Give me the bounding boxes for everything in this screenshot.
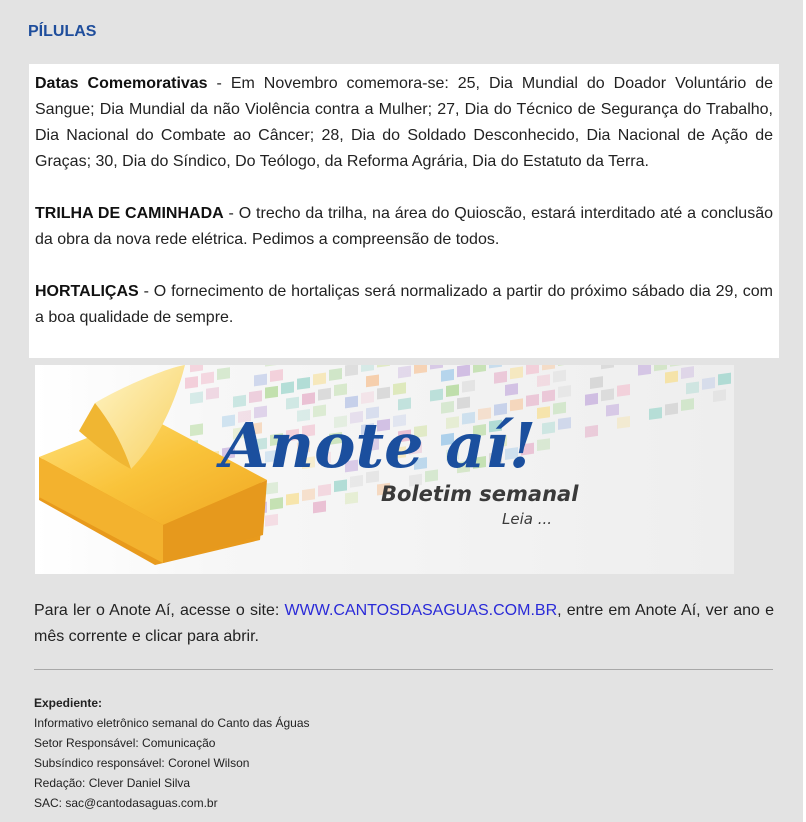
banner-title: Anote aí! xyxy=(221,409,537,482)
mosaic-tile xyxy=(526,394,539,407)
expediente-title: Expediente: xyxy=(34,696,103,710)
mosaic-tile xyxy=(265,514,278,527)
access-text-after: , entre em Anote Aí, ver ano e mês corrente e clicar para abrir. xyxy=(34,602,774,645)
note-text: - O fornecimento de hortaliças será normalizado a partir do próximo sábado dia 29, com a boa qualidade de sempre. xyxy=(35,283,773,326)
mosaic-tile xyxy=(606,404,619,417)
mosaic-tile xyxy=(361,391,374,404)
mosaic-tile xyxy=(313,373,326,386)
mosaic-tile xyxy=(441,369,454,382)
note-trilha-de-caminhada xyxy=(35,201,773,253)
mosaic-tile xyxy=(286,397,299,410)
mosaic-tile xyxy=(270,497,283,510)
mosaic-tile xyxy=(217,367,230,380)
mosaic-tile xyxy=(345,365,358,376)
note-text: - O trecho da trilha, na área do Quioscão, estará interditado até a conclusão da obra da nova rede elétrica. Pedimos a compreensão de todos. xyxy=(35,205,773,248)
expediente-line: Subsíndico responsável: Coronel Wilson xyxy=(34,756,250,770)
mosaic-tile xyxy=(585,393,598,406)
mosaic-tile xyxy=(377,387,390,400)
mosaic-tile xyxy=(537,406,550,419)
mosaic-tile xyxy=(185,376,198,389)
mosaic-tile xyxy=(313,501,326,514)
mosaic-tile xyxy=(393,382,406,395)
mosaic-tile xyxy=(462,380,475,393)
mosaic-tile xyxy=(366,374,379,387)
mosaic-tile xyxy=(681,398,694,411)
expediente-line: Informativo eletrônico semanal do Canto das Águas xyxy=(34,716,310,730)
mosaic-tile xyxy=(665,371,678,384)
note-heading: Datas Comemorativas xyxy=(35,75,208,92)
mosaic-tile xyxy=(206,387,219,400)
mosaic-tile xyxy=(398,366,411,379)
note-datas-comemorativas xyxy=(35,71,773,175)
anote-ai-banner xyxy=(35,365,734,574)
expediente-line: Setor Responsável: Comunicação xyxy=(34,736,216,750)
mosaic-tile xyxy=(553,370,566,383)
mosaic-tile xyxy=(681,366,694,379)
mosaic-tile xyxy=(457,396,470,409)
mosaic-tile xyxy=(329,368,342,381)
mosaic-tile xyxy=(446,384,459,397)
mosaic-tile xyxy=(553,402,566,415)
mosaic-tile xyxy=(537,374,550,387)
mosaic-tile xyxy=(302,488,315,501)
mosaic-tile xyxy=(510,366,523,379)
expediente-line: SAC: sac@cantodasaguas.com.br xyxy=(34,796,218,810)
section-title: PÍLULAS xyxy=(28,23,97,40)
mosaic-tile xyxy=(718,373,731,386)
mosaic-tile xyxy=(318,484,331,497)
access-instructions xyxy=(34,598,774,650)
mosaic-tile xyxy=(297,377,310,390)
mosaic-tile xyxy=(590,376,603,389)
mosaic-tile xyxy=(201,372,214,385)
mosaic-tile xyxy=(665,403,678,416)
mosaic-tile xyxy=(286,493,299,506)
expediente-block xyxy=(34,693,310,813)
mosaic-tile xyxy=(542,422,555,435)
mosaic-tile xyxy=(617,416,630,429)
mosaic-tile xyxy=(686,381,699,394)
mosaic-tile xyxy=(537,438,550,451)
divider xyxy=(34,669,773,670)
mosaic-tile xyxy=(334,383,347,396)
site-link[interactable]: WWW.CANTOSDASAGUAS.COM.BR xyxy=(284,602,558,619)
mosaic-tile xyxy=(702,377,715,390)
expediente-line: Redação: Clever Daniel Silva xyxy=(34,776,191,790)
mosaic-tile xyxy=(190,391,203,404)
mosaic-tile xyxy=(265,482,278,495)
note-text: - Em Novembro comemora-se: 25, Dia Mundial do Doador Voluntário de Sangue; Dia Mundial da não Violência contra a Mulher; 27, Dia do Técnico de Segurança do Trabalho, Dia Nacional do Combate ao Câncer; 28, Dia do Soldado Desconhecido, Dia Nacional de Ação de Graças; 30, Dia do Síndico, Do Teólogo, da Reforma Agrária, Dia do Estatuto da Terra. xyxy=(35,75,774,170)
banner-tagline: Leia ... xyxy=(502,510,553,528)
note-heading: TRILHA DE CAMINHADA xyxy=(35,205,224,222)
banner-graphic xyxy=(35,365,734,574)
mosaic-tile xyxy=(265,386,278,399)
mosaic-tile xyxy=(585,425,598,438)
mosaic-tile xyxy=(254,374,267,387)
note-heading: HORTALIÇAS xyxy=(35,283,139,300)
mosaic-tile xyxy=(457,365,470,377)
mosaic-tile xyxy=(302,392,315,405)
mosaic-tile xyxy=(558,417,571,430)
mosaic-tile xyxy=(281,381,294,394)
access-text-before: Para ler o Anote Aí, acesse o site: xyxy=(34,602,285,619)
mosaic-tile xyxy=(494,371,507,384)
mosaic-tile xyxy=(270,369,283,382)
notes-box xyxy=(29,64,779,358)
mosaic-tile xyxy=(505,383,518,396)
note-hortalicas xyxy=(35,279,773,331)
mosaic-tile xyxy=(190,423,203,436)
mosaic-tile xyxy=(249,390,262,403)
mosaic-tile xyxy=(345,492,358,505)
mosaic-tile xyxy=(638,365,651,376)
mosaic-tile xyxy=(713,389,726,402)
mosaic-tile xyxy=(430,389,443,402)
mosaic-tile xyxy=(318,388,331,401)
mosaic-tile xyxy=(558,385,571,398)
mosaic-tile xyxy=(233,395,246,408)
mosaic-tile xyxy=(542,390,555,403)
mosaic-tile xyxy=(345,396,358,409)
mosaic-tile xyxy=(601,388,614,401)
mosaic-tile xyxy=(649,407,662,420)
mosaic-tile xyxy=(617,384,630,397)
banner-subtitle: Boletim semanal xyxy=(381,482,579,506)
